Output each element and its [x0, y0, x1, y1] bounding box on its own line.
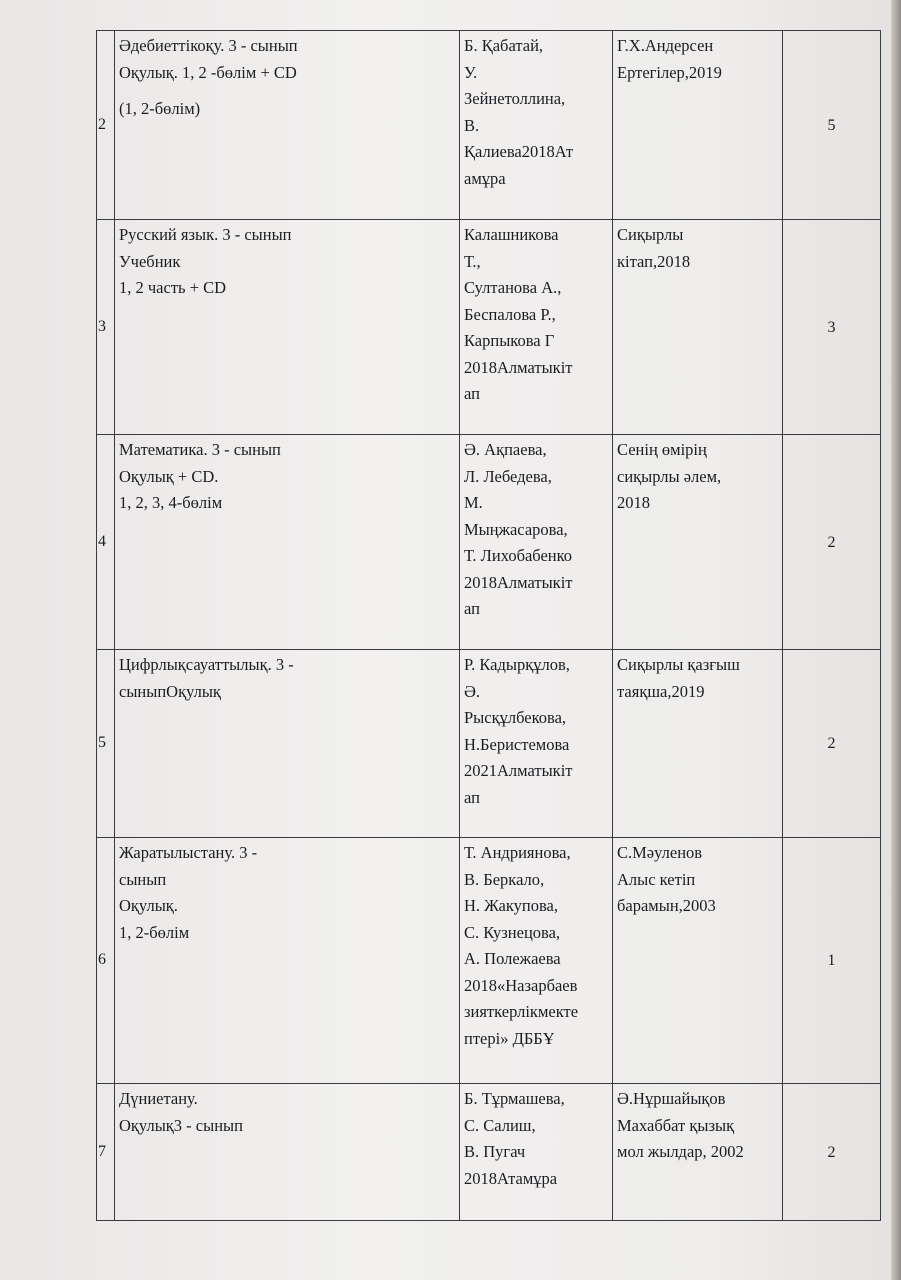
extra-reading-line: барамын,2003 — [617, 896, 716, 915]
quantity-cell: 2 — [783, 650, 881, 838]
authors-line: М. — [464, 493, 483, 512]
extra-reading-cell — [613, 838, 783, 1084]
table-row — [97, 650, 881, 838]
row-number: 5 — [97, 650, 115, 838]
extra-reading-cell — [613, 31, 783, 220]
authors-line: Ә. — [464, 681, 481, 701]
extra-reading-line: Ә.Нұршайықов — [617, 1089, 726, 1108]
authors-line: Т. Лихобабенко — [464, 546, 573, 565]
authors-line: С. Кузнецова, — [464, 922, 561, 942]
book-title-cell — [115, 838, 460, 1084]
quantity-cell: 5 — [783, 31, 881, 220]
book-title-line: (1, 2-бөлім) — [119, 99, 201, 118]
book-title-line: Русский язык. 3 - сынып — [119, 225, 292, 244]
book-title-line: Оқулық + CD. — [119, 466, 219, 486]
book-title-line: Әдебиеттікоқу. 3 - сынып — [119, 36, 298, 55]
authors-cell — [460, 435, 613, 650]
authors-line: ап — [464, 787, 480, 807]
authors-line: ап — [464, 599, 480, 618]
book-title-cell — [115, 650, 460, 838]
authors-line: 2018«Назарбаев — [464, 975, 578, 995]
authors-line: Л. Лебедева, — [464, 466, 552, 486]
book-title-cell — [115, 220, 460, 435]
table-row — [97, 220, 881, 435]
extra-reading-line: таяқша,2019 — [617, 681, 705, 701]
authors-line: Зейнетоллина, — [464, 89, 566, 108]
authors-line: Калашникова — [464, 225, 559, 244]
row-number: 2 — [97, 31, 115, 220]
authors-line: В. — [464, 115, 480, 135]
authors-line: А. Полежаева — [464, 949, 561, 968]
authors-line: Беспалова Р., — [464, 304, 556, 324]
row-number: 3 — [97, 220, 115, 435]
extra-reading-line: Сенің өмірің — [617, 440, 707, 459]
authors-cell — [460, 1084, 613, 1221]
page-edge-shadow — [891, 0, 901, 1280]
authors-line: Н. Жакупова, — [464, 896, 558, 915]
book-title-line: 1, 2, 3, 4-бөлім — [119, 493, 223, 512]
authors-cell — [460, 31, 613, 220]
authors-line: 2018Алматыкіт — [464, 572, 573, 592]
authors-line: Т., — [464, 251, 481, 271]
authors-line: С. Салиш, — [464, 1115, 536, 1135]
authors-line: Т. Андриянова, — [464, 843, 571, 862]
extra-reading-line: Сиқырлы қазғыш — [617, 655, 740, 674]
extra-reading-line: Ертегілер,2019 — [617, 62, 722, 82]
extra-reading-line: сиқырлы әлем, — [617, 466, 722, 486]
authors-line: Султанова А., — [464, 278, 562, 297]
book-title-line: Цифрлықсауаттылық. 3 - — [119, 655, 294, 674]
quantity-cell: 2 — [783, 435, 881, 650]
extra-reading-line: 2018 — [617, 493, 650, 512]
book-title-line: Математика. 3 - сынып — [119, 440, 281, 459]
book-title-cell — [115, 31, 460, 220]
authors-cell — [460, 220, 613, 435]
book-title-line: Дүниетану. — [119, 1089, 198, 1108]
authors-line: зияткерлікмекте — [464, 1002, 579, 1021]
book-title-line: Оқулық. — [119, 896, 178, 915]
authors-line: В. Пугач — [464, 1142, 526, 1161]
book-title-line: сыныпОқулық — [119, 681, 221, 701]
authors-line: 2018Алматыкіт — [464, 357, 573, 377]
quantity-cell: 1 — [783, 838, 881, 1084]
extra-reading-cell — [613, 1084, 783, 1221]
extra-reading-line: Алыс кетіп — [617, 869, 696, 889]
book-title-line: 1, 2-бөлім — [119, 922, 190, 942]
book-title-line: Оқулық. 1, 2 -бөлім + CD — [119, 62, 297, 82]
quantity-cell: 2 — [783, 1084, 881, 1221]
authors-line: В. Беркало, — [464, 869, 545, 889]
table-row — [97, 838, 881, 1084]
extra-reading-line: Махаббат қызық — [617, 1115, 735, 1135]
table-row — [97, 31, 881, 220]
extra-reading-cell — [613, 435, 783, 650]
authors-line: Ә. Ақпаева, — [464, 440, 547, 459]
authors-line: ап — [464, 384, 480, 403]
book-title-line: Жаратылыстану. 3 - — [119, 843, 258, 862]
authors-cell — [460, 838, 613, 1084]
authors-line: 2021Алматыкіт — [464, 761, 573, 780]
authors-line: амұра — [464, 168, 506, 188]
extra-reading-line: С.Мәуленов — [617, 843, 703, 862]
table-row — [97, 1084, 881, 1221]
extra-reading-line: Сиқырлы — [617, 225, 684, 244]
table-row — [97, 435, 881, 650]
textbook-table-body — [97, 31, 881, 1221]
authors-line: Рысқұлбекова, — [464, 708, 567, 727]
authors-line: Н.Беристемова — [464, 734, 570, 754]
book-title-line: сынып — [119, 869, 167, 889]
extra-reading-cell — [613, 650, 783, 838]
row-number: 4 — [97, 435, 115, 650]
authors-line: 2018Атамұра — [464, 1168, 558, 1188]
book-title-line: Оқулық3 - сынып — [119, 1115, 243, 1135]
textbook-table — [96, 30, 881, 1221]
extra-reading-line: мол жылдар, 2002 — [617, 1142, 744, 1161]
quantity-cell: 3 — [783, 220, 881, 435]
extra-reading-line: кітап,2018 — [617, 251, 691, 271]
book-title-cell — [115, 1084, 460, 1221]
book-title-cell — [115, 435, 460, 650]
book-title-line: Учебник — [119, 251, 181, 271]
authors-line: Мыңжасарова, — [464, 519, 568, 539]
extra-reading-cell — [613, 220, 783, 435]
extra-reading-line: Г.Х.Андерсен — [617, 36, 714, 55]
authors-line: Карпыкова Г — [464, 331, 555, 350]
authors-line: У. — [464, 62, 478, 82]
book-title-line: 1, 2 часть + CD — [119, 278, 227, 297]
row-number: 7 — [97, 1084, 115, 1221]
row-number: 6 — [97, 838, 115, 1084]
authors-line: Б. Тұрмашева, — [464, 1089, 565, 1108]
authors-cell — [460, 650, 613, 838]
authors-line: Р. Кадырқұлов, — [464, 655, 570, 674]
authors-line: птері» ДББҰ — [464, 1028, 555, 1048]
authors-line: Б. Қабатай, — [464, 36, 544, 55]
authors-line: Қалиева2018Ат — [464, 142, 574, 161]
